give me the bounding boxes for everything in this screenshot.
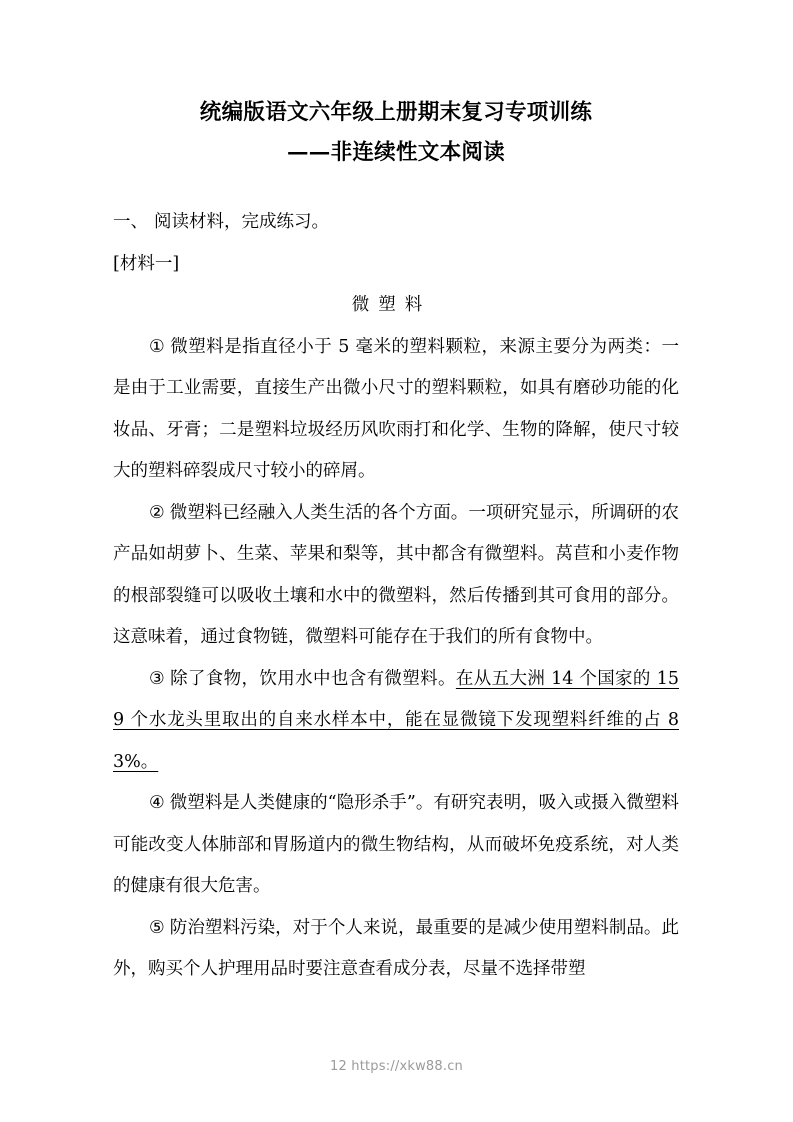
paragraph-marker: ①: [149, 336, 166, 357]
document-content: [113, 96, 679, 991]
article-title: 微塑料: [351, 295, 432, 315]
paragraph-2: [113, 493, 679, 659]
paragraph-5: [113, 908, 679, 991]
paragraph-marker: ③: [149, 668, 166, 689]
paragraph-4: [113, 783, 679, 908]
paragraph-text: 微塑料是指直径小于 5 毫米的塑料颗粒，来源主要分为两类：一是由于工业需要，直接生产出微小尺寸的塑料颗粒，如具有磨砂功能的化妆品、牙膏；二是塑料垃圾经历风吹雨打和化学、生物的降解，使尺寸较大的塑料碎裂成尺寸较小的碎屑。: [113, 336, 679, 481]
material-tag: [材料一]: [113, 253, 180, 274]
paragraph-marker: ②: [149, 502, 165, 523]
paragraph-1: [113, 327, 679, 493]
paragraph-text: 微塑料是人类健康的“隐形杀手”。有研究表明，吸入或摄入微塑料可能改变人体肺部和胃肠道内的微生物结构，从而破坏免疫系统，对人类的健康有很大危害。: [113, 793, 679, 896]
page-title: 统编版语文六年级上册期末复习专项训练: [199, 100, 593, 125]
section-heading-text: 阅读材料，完成练习。: [154, 212, 329, 232]
section-number: 一、: [113, 212, 148, 232]
underlined-sentence: 在从五大洲 14 个国家的 159 个水龙头里取出的自来水样本中，能在显微镜下发现塑料纤维的占 83%。: [113, 668, 679, 772]
paragraph-text: 防治塑料污染，对于个人来说，最重要的是减少使用塑料制品。此外，购买个人护理用品时要注意查看成分表，尽量不选择带塑: [113, 917, 679, 979]
section-heading: [113, 202, 679, 244]
paragraph-marker: ⑤: [149, 917, 165, 938]
paragraph-marker: ④: [149, 793, 165, 813]
paragraph-text: 微塑料已经融入人类生活的各个方面。一项研究显示，所调研的农产品如胡萝卜、生菜、苹果和梨等，其中都含有微塑料。莴苣和小麦作物的根部裂缝可以吸收土壤和水中的微塑料，然后传播到其可食用的部分。这意味着，通过食物链，微塑料可能存在于我们的所有食物中。: [113, 502, 679, 647]
paragraph-text: 除了食物，饮用水中也含有微塑料。: [170, 668, 456, 689]
page-footer-watermark: 12 https://xkw88.cn: [330, 1059, 463, 1074]
page-subtitle: ——非连续性文本阅读: [286, 140, 505, 165]
paragraph-3: [113, 659, 679, 784]
